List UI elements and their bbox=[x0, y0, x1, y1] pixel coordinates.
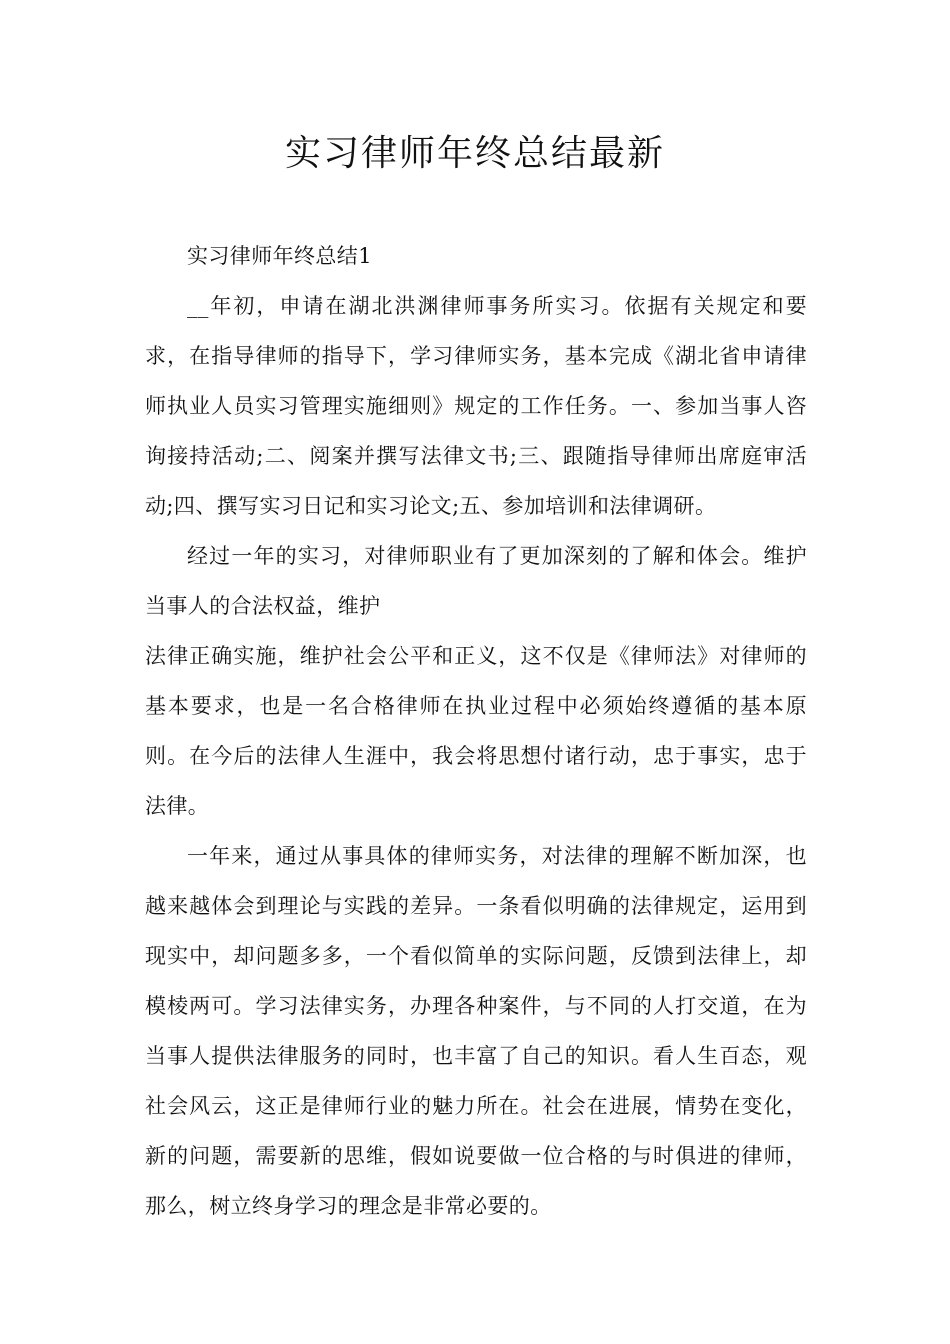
paragraph-4: 一年来，通过从事具体的律师实务，对法律的理解不断加深，也越来越体会到理论与实践的差异。一条看似明确的法律规定，运用到现实中，却问题多多，一个看似简单的实际问题，反馈到法律上，却模棱两可。学习法律实务，办理各种案件，与不同的人打交道，在为当事人提供法律服务的同时，也丰富了自己的知识。看人生百态，观社会风云，这正是律师行业的魅力所在。社会在进展，情势在变化，新的问题，需要新的思维，假如说要做一位合格的与时俱进的律师，那么，树立终身学习的理念是非常必要的。 bbox=[145, 844, 807, 1218]
paragraph-2: 经过一年的实习，对律师职业有了更加深刻的了解和体会。维护当事人的合法权益，维护 bbox=[145, 544, 807, 618]
document-body bbox=[145, 231, 807, 1231]
section-heading: 实习律师年终总结1 bbox=[187, 244, 372, 268]
paragraph-1: __年初，申请在湖北洪渊律师事务所实习。依据有关规定和要求，在指导律师的指导下，学习律师实务，基本完成《湖北省申请律师执业人员实习管理实施细则》规定的工作任务。一、参加当事人咨询接持活动;二、阅案并撰写法律文书;三、跟随指导律师出席庭审活动;四、撰写实习日记和实习论文;五、参加培训和法律调研。 bbox=[145, 294, 807, 518]
document-title: 实习律师年终总结最新 bbox=[284, 133, 665, 174]
paragraph-3: 法律正确实施，维护社会公平和正义，这不仅是《律师法》对律师的基本要求，也是一名合格律师在执业过程中必须始终遵循的基本原则。在今后的法律人生涯中，我会将思想付诸行动，忠于事实，忠于法律。 bbox=[145, 644, 807, 818]
